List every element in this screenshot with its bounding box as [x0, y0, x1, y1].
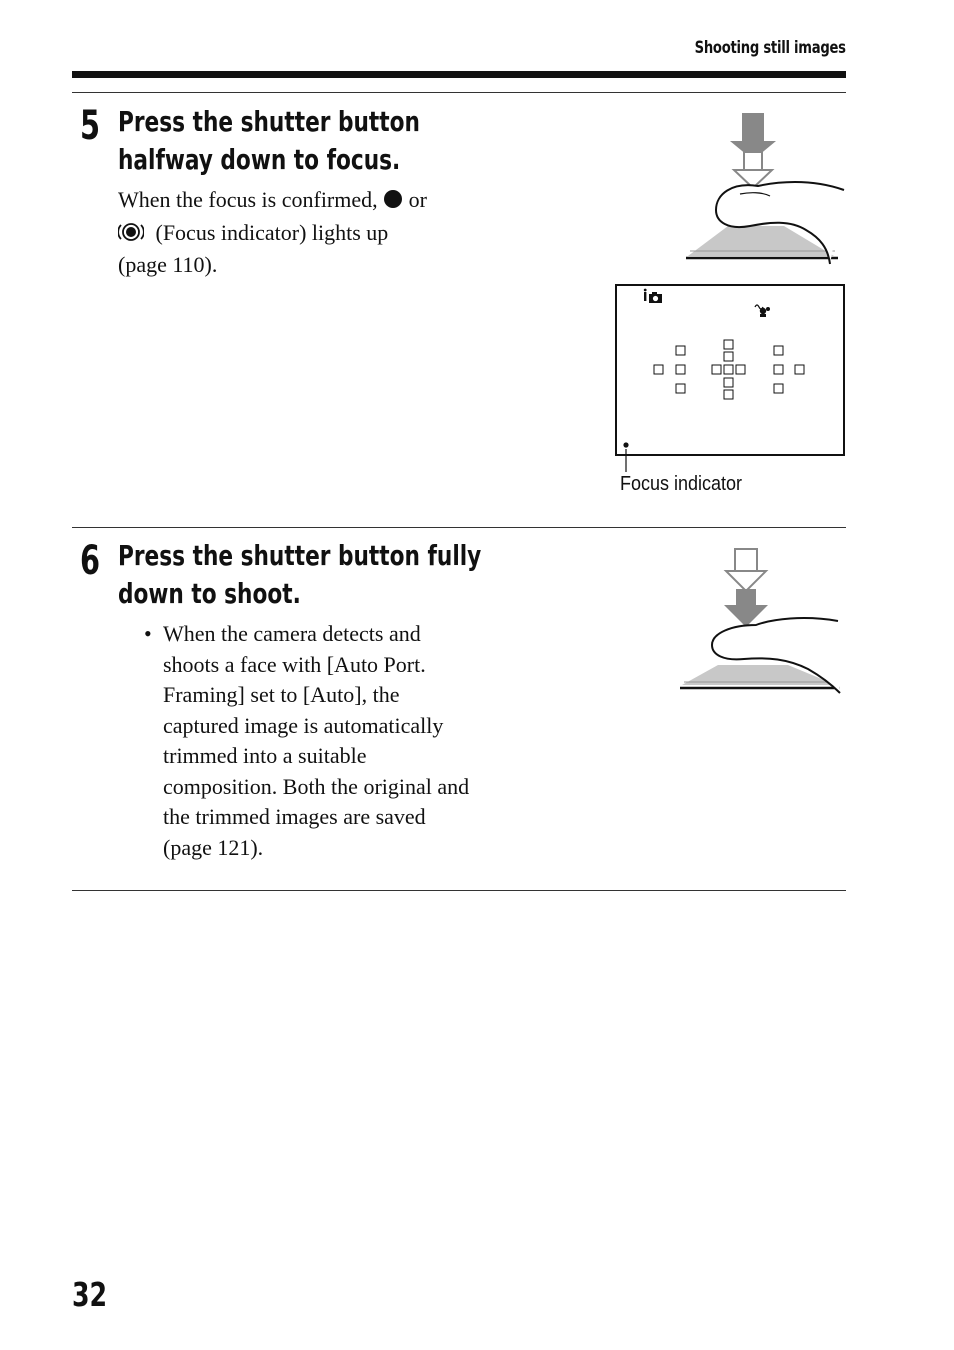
- bullet-line: composition. Both the original and: [163, 773, 470, 799]
- step5-number: 5: [80, 103, 101, 149]
- step6-title-line2: down to shoot.: [118, 577, 301, 610]
- section-title: Shooting still images: [694, 38, 846, 58]
- step5-title-line2: halfway down to focus.: [118, 143, 401, 176]
- step6-description: [118, 619, 538, 863]
- focus-indicator-dot: [623, 442, 628, 447]
- focus-dot-icon: [383, 187, 403, 218]
- bullet-line: Framing] set to [Auto], the: [163, 682, 400, 707]
- step5-title-line1: Press the shutter button: [118, 105, 420, 138]
- solid-arrow-icon: [724, 589, 768, 627]
- step5-text-part1: When the focus is confirmed,: [118, 187, 378, 212]
- step5-text-part3: (Focus indicator) lights up: [155, 219, 389, 245]
- bullet-line: shoots a face with [Auto Port.: [163, 651, 426, 677]
- page-number: 32: [72, 1275, 108, 1314]
- bullet-line: captured image is automatically: [163, 712, 444, 738]
- half-press-illustration: [680, 108, 850, 268]
- step6-bottom-divider: [72, 890, 846, 891]
- bullet-line: the trimmed images are saved: [163, 804, 426, 829]
- step5-line1: [118, 185, 498, 218]
- step5-title: [118, 103, 420, 179]
- header-rule: [72, 71, 846, 78]
- step6-title: [118, 537, 481, 613]
- viewfinder-display: [615, 284, 846, 474]
- step5-line2: [118, 218, 498, 251]
- full-press-illustration: [676, 545, 848, 695]
- step5-description: [118, 185, 498, 281]
- step5-top-divider: [72, 92, 846, 93]
- step5-text-part2: or: [408, 187, 427, 212]
- bullet-line: • When the camera detects and: [163, 621, 421, 646]
- outline-arrow-icon: [726, 549, 766, 591]
- focus-indicator-label: Focus indicator: [620, 473, 743, 495]
- step6-bullet-list: [118, 619, 538, 863]
- outline-arrow-icon: [734, 152, 772, 188]
- step6-bullet: [118, 619, 538, 863]
- focus-ring-icon: [118, 220, 144, 251]
- bullet-line: trimmed into a suitable: [163, 743, 367, 768]
- step6-title-line1: Press the shutter button fully: [118, 539, 482, 572]
- step5-text-part4: (page 110).: [118, 252, 218, 277]
- bullet-line: (page 121).: [163, 834, 264, 860]
- step6-top-divider: [72, 527, 846, 528]
- step6-number: 6: [80, 538, 101, 584]
